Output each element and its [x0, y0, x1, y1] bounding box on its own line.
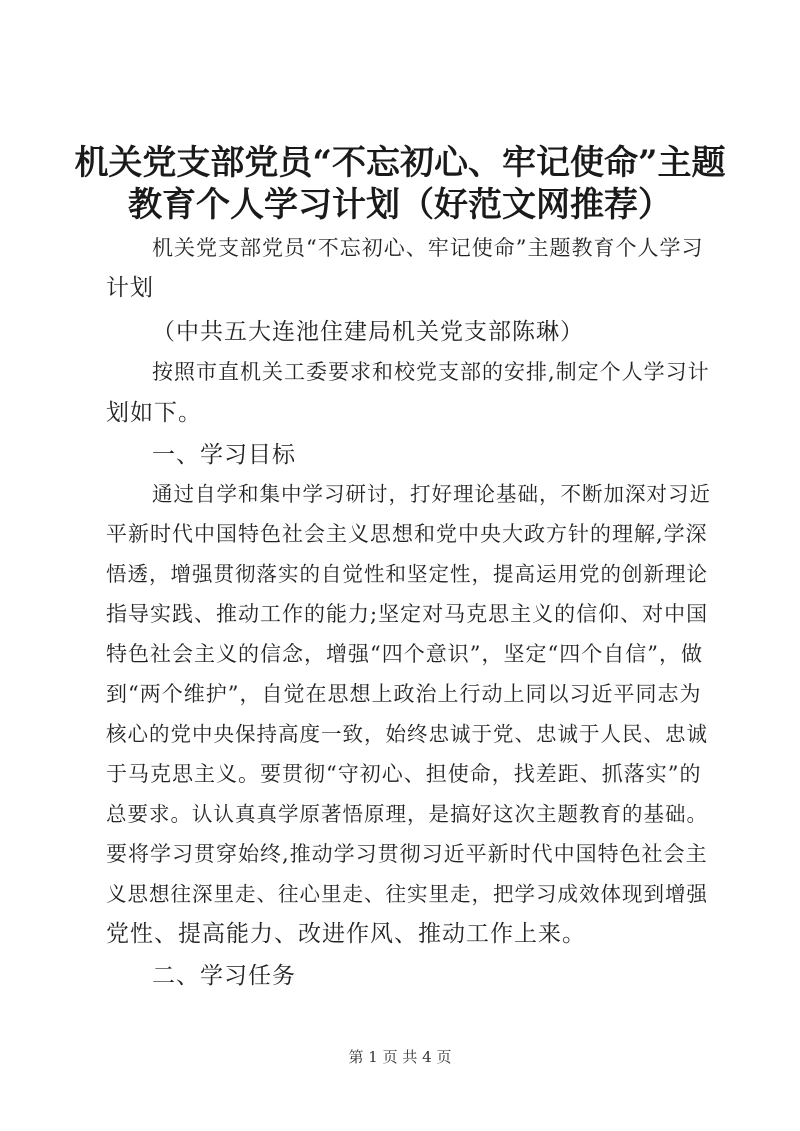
document-title-line-2: 教育个人学习计划（好范文网推荐） — [128, 185, 672, 225]
paragraph-line: 特色社会主义的信念，增强“四个意识”，坚定“四个自信”，做 — [106, 642, 703, 666]
paragraph-line: 平新时代中国特色社会主义思想和党中央大政方针的理解,学深 — [106, 522, 708, 546]
section-heading: 二、学习任务 — [152, 963, 296, 989]
paragraph-line: 于马克思主义。要贯彻“守初心、担使命，找差距、抓落实”的 — [106, 762, 702, 786]
paragraph-line: 计划 — [106, 275, 154, 301]
paragraph-line: 义思想往深里走、往心里走、往实里走，把学习成效体现到增强 — [106, 882, 708, 906]
paragraph-line: 总要求。认认真真学原著悟原理，是搞好这次主题教育的基础。 — [106, 802, 708, 826]
page-number: 第 1 页 共 4 页 — [348, 1048, 452, 1066]
paragraph-line: 通过自学和集中学习研讨，打好理论基础，不断加深对习近 — [152, 482, 711, 506]
paragraph-line: 划如下。 — [106, 400, 202, 426]
paragraph-line: 机关党支部党员“不忘初心、牢记使命”主题教育个人学习 — [152, 236, 704, 260]
document-title-line-1: 机关党支部党员“不忘初心、牢记使命”主题 — [74, 143, 726, 183]
paragraph-line: 要将学习贯穿始终,推动学习贯彻习近平新时代中国特色社会主 — [106, 842, 708, 866]
section-heading: 一、学习目标 — [152, 442, 296, 468]
author-line: （中共五大连池住建局机关党支部陈琳） — [152, 319, 584, 345]
paragraph-line: 党性、提高能力、改进作风、推动工作上来。 — [106, 921, 586, 947]
paragraph-line: 悟透，增强贯彻落实的自觉性和坚定性，提高运用党的创新理论 — [106, 562, 708, 586]
paragraph-line: 核心的党中央保持高度一致，始终忠诚于党、忠诚于人民、忠诚 — [106, 722, 708, 746]
paragraph-line: 按照市直机关工委要求和校党支部的安排,制定个人学习计 — [152, 360, 710, 384]
paragraph-line: 到“两个维护”，自觉在思想上政治上行动上同以习近平同志为 — [106, 682, 702, 706]
paragraph-line: 指导实践、推动工作的能力;坚定对马克思主义的信仰、对中国 — [106, 602, 709, 626]
